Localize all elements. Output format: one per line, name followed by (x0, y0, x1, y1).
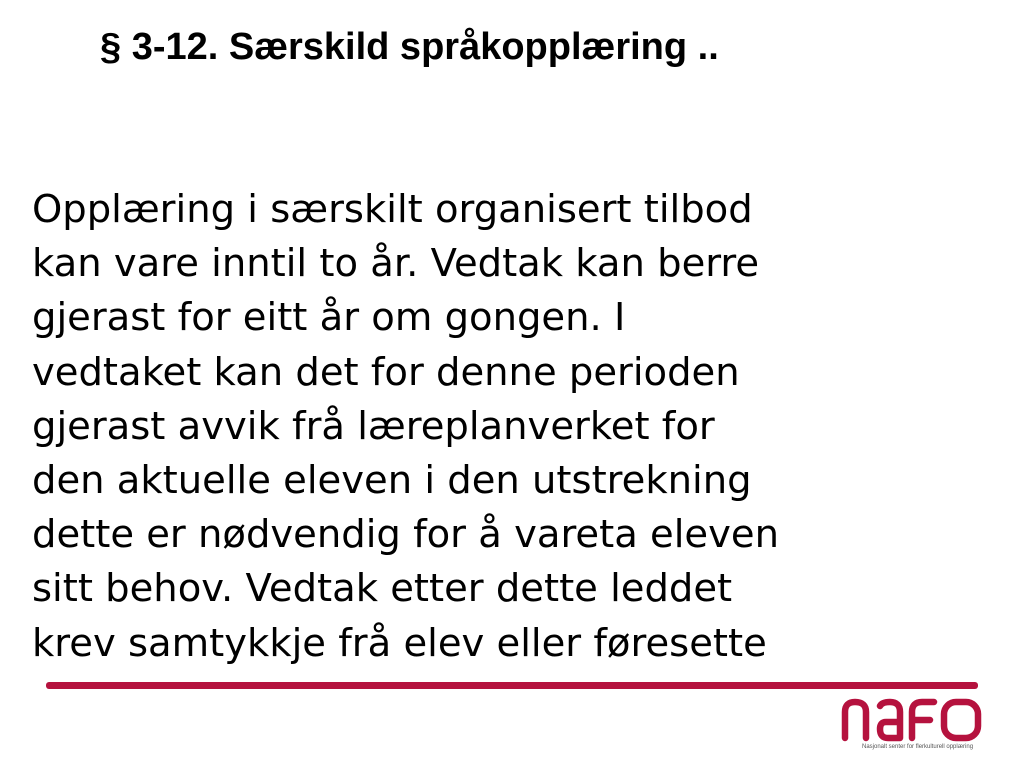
body-line: kan vare inntil to år. Vedtak kan berre (32, 241, 760, 287)
body-line: den aktuelle eleven i den utstrekning (32, 458, 752, 504)
body-line: Opplæring i særskilt organisert tilbod (32, 187, 753, 232)
body-line: vedtaket kan det for denne perioden (32, 349, 740, 395)
body-line: dette er nødvendig for å vareta eleven (32, 512, 779, 558)
nafo-logo (836, 694, 986, 756)
nafo-logo-icon (840, 696, 984, 742)
body-line: krev samtykkje frå elev eller føresette (32, 620, 767, 666)
body-line: gjerast for eitt år om gongen. I (32, 295, 626, 341)
body-line: sitt behov. Vedtak etter dette leddet (32, 566, 733, 612)
body-text (32, 183, 992, 671)
logo-letter-f (912, 702, 934, 738)
logo-tagline: Nasjonalt senter for flerkulturell opplæring (862, 744, 974, 750)
body-line: gjerast avvik frå læreplanverket for (32, 403, 715, 449)
accent-divider (46, 682, 978, 689)
slide-title: § 3-12. Særskild språkopplæring .. (100, 26, 719, 68)
logo-letter-o (944, 702, 978, 738)
logo-letter-n (845, 702, 866, 738)
logo-letter-a (880, 702, 900, 738)
